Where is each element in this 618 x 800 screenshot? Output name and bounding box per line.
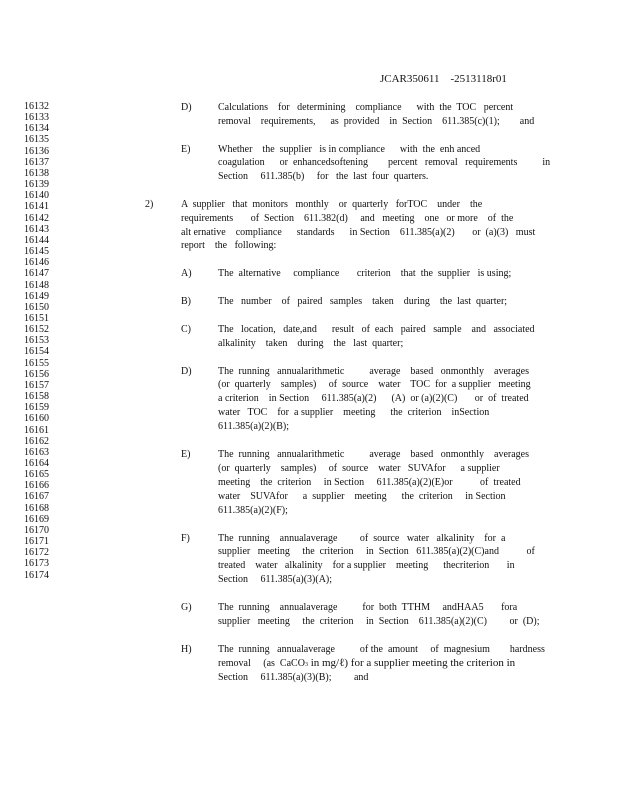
line-number: 16134	[24, 123, 49, 135]
line-number: 16154	[24, 346, 49, 358]
item-a-line-1: The alternative compliance criterion that the supplier is using;	[218, 268, 512, 279]
line-number: 16147	[24, 268, 49, 280]
item-g-line-1: The running annualaverage for both TTHM andHAA5 fora	[218, 602, 518, 613]
line-number: 16156	[24, 368, 49, 380]
item-d2-line-2: (or quarterly samples) of source water TOC for a supplier meeting	[218, 379, 531, 390]
item-label-e2: E)	[181, 449, 191, 460]
item-h-line-2-start: removal (as CaCO	[218, 658, 305, 669]
item-f-line-3: treated water alkalinity for a supplier meeting thecriterion in	[218, 560, 515, 571]
line-number: 16167	[24, 491, 49, 503]
item-d2-line-3: a criterion in Section 611.385(a)(2) (A) or (a)(2)(C) or of treated	[218, 393, 529, 404]
item-g-line-2: supplier meeting the criterion in Section 611.385(a)(2)(C) or (D);	[218, 616, 540, 627]
line-number: 16135	[24, 134, 49, 146]
item-label-h: H)	[181, 644, 192, 655]
item-label-b: B)	[181, 296, 191, 307]
item-f-line-2: supplier meeting the criterion in Section 611.385(a)(2)(C)and of	[218, 546, 535, 557]
item-label-a: A)	[181, 268, 192, 279]
line-number: 16161	[24, 424, 49, 436]
line-number: 16164	[24, 458, 49, 469]
item-b-line-1: The number of paired samples taken during the last quarter;	[218, 296, 508, 307]
item-2-line-1: A supplier that monitors monthly or quarterly forTOC under the	[181, 199, 483, 210]
line-number: 16139	[24, 179, 49, 191]
item-e1-line-3: Section 611.385(b) for the last four quarters.	[218, 171, 429, 182]
item-d1-line-1: Calculations for determining compliance with the TOC percent	[218, 102, 514, 113]
line-number: 16136	[24, 145, 49, 157]
line-number: 16145	[24, 246, 49, 258]
line-number: 16151	[24, 312, 49, 324]
line-number: 16142	[24, 212, 49, 224]
item-label-d2: D)	[181, 366, 192, 377]
item-f-line-1: The running annualaverage of source water alkalinity for a	[218, 533, 506, 544]
line-number: 16173	[24, 558, 49, 570]
line-number: 16162	[24, 435, 49, 447]
line-number: 16141	[24, 201, 49, 213]
item-c-line-1: The location, date,and result of each paired sample and associated	[218, 324, 535, 335]
item-label-c: C)	[181, 324, 191, 335]
document-header-code: JCAR350611 -2513118r01	[380, 73, 507, 85]
item-e2-line-5: 611.385(a)(2)(F);	[218, 505, 288, 516]
item-h-line-1: The running annualaverage of the amount of magnesium hardness	[218, 644, 545, 655]
line-number: 16159	[24, 402, 49, 414]
line-number: 16140	[24, 190, 49, 202]
line-number: 16132	[24, 101, 49, 112]
line-number: 16152	[24, 324, 49, 336]
item-e2-line-3: meeting the criterion in Section 611.385(a)(2)(E)or of treated	[218, 477, 521, 488]
line-number: 16149	[24, 290, 49, 302]
item-2-line-4: report the following:	[181, 240, 277, 251]
line-number: 16144	[24, 234, 49, 246]
item-e1-line-2: coagulation or enhancedsoftening percent removal requirements in	[218, 157, 551, 168]
line-number: 16174	[24, 569, 49, 581]
line-number: 16171	[24, 536, 49, 548]
subscript-three: 3	[304, 662, 308, 668]
item-label-g: G)	[181, 602, 192, 613]
line-number: 16155	[24, 357, 49, 369]
line-number: 16150	[24, 301, 49, 313]
item-label-e1: E)	[181, 144, 191, 155]
item-h-line-2	[218, 658, 515, 672]
item-f-line-4: Section 611.385(a)(3)(A);	[218, 574, 333, 585]
line-number-column	[24, 101, 49, 581]
line-number: 16166	[24, 480, 49, 492]
item-h-line-2-end: in mg/ℓ) for a supplier meeting the criterion in	[307, 657, 516, 669]
item-d1-line-2: removal requirements, as provided in Section 611.385(c)(1); and	[218, 116, 535, 127]
item-d2-line-5: 611.385(a)(2)(B);	[218, 421, 289, 432]
item-label-f: F)	[181, 533, 190, 544]
line-number: 16153	[24, 335, 49, 347]
item-2-line-2: requirements of Section 611.382(d) and meeting one or more of the	[181, 213, 514, 224]
item-label-d1: D)	[181, 102, 192, 113]
line-number: 16172	[24, 547, 49, 559]
line-number: 16168	[24, 502, 49, 514]
line-number: 16160	[24, 413, 49, 425]
line-number: 16158	[24, 391, 49, 403]
item-e1-line-1: Whether the supplier is in compliance with the enh anced	[218, 144, 481, 155]
line-number: 16143	[24, 223, 49, 235]
line-number: 16137	[24, 156, 49, 168]
line-number: 16148	[24, 279, 49, 291]
item-e2-line-2: (or quarterly samples) of source water SUVAfor a supplier	[218, 463, 500, 474]
item-c-line-2: alkalinity taken during the last quarter;	[218, 338, 404, 349]
line-number: 16146	[24, 257, 49, 269]
item-e2-line-1: The running annualarithmetic average based onmonthly averages	[218, 449, 530, 460]
line-number: 16170	[24, 524, 49, 536]
item-h-line-3: Section 611.385(a)(3)(B); and	[218, 672, 369, 683]
line-number: 16133	[24, 112, 49, 124]
item-d2-line-4: water TOC for a supplier meeting the criterion inSection	[218, 407, 490, 418]
line-number: 16138	[24, 167, 49, 179]
line-number: 16163	[24, 446, 49, 458]
line-number: 16157	[24, 379, 49, 391]
line-number: 16169	[24, 513, 49, 525]
line-number: 16165	[24, 469, 49, 481]
item-d2-line-1: The running annualarithmetic average based onmonthly averages	[218, 366, 530, 377]
item-e2-line-4: water SUVAfor a supplier meeting the criterion in Section	[218, 491, 506, 502]
item-label-2: 2)	[145, 199, 154, 210]
item-2-line-3: alt ernative compliance standards in Section 611.385(a)(2) or (a)(3) must	[181, 227, 536, 238]
